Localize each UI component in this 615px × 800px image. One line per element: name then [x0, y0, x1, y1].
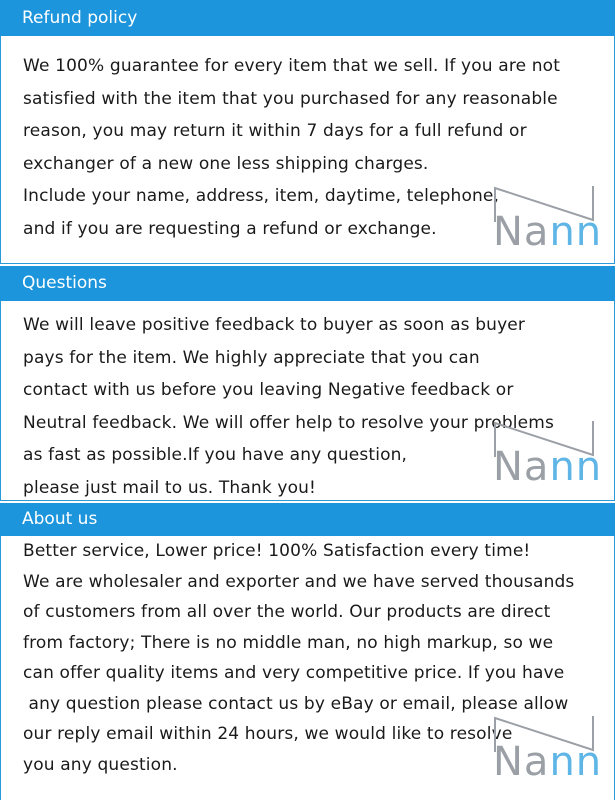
text-line: and if you are requesting a refund or exchange. [23, 218, 437, 239]
text-line: contact with us before you leaving Negative feedback or [23, 380, 514, 400]
section-title: Refund policy [22, 7, 138, 28]
section-title: Questions [22, 273, 107, 293]
section-title: About us [22, 509, 98, 529]
section-header-about-us [0, 503, 615, 536]
text-line: We are wholesaler and exporter and we have served thousands [23, 571, 575, 592]
text-line: pays for the item. We highly appreciate that you can [23, 347, 480, 368]
text-line: satisfied with the item that you purchased for any reasonable [23, 88, 558, 109]
text-line: Include your name, address, item, daytime, telephone, [23, 186, 500, 206]
text-line: our reply email within 24 hours, we would like to resolve [23, 724, 513, 744]
paragraph [23, 50, 603, 245]
text-line: from factory; There is no middle man, no high markup, so we [23, 632, 554, 653]
text-line: any question please contact us by eBay or email, please allow [23, 693, 569, 714]
text-line: We 100% guarantee for every item that we sell. If you are not [23, 56, 561, 76]
section-body-refund-policy [0, 36, 615, 264]
text-line: exchanger of a new one less shipping charges. [23, 153, 429, 174]
section-body-questions [0, 301, 615, 501]
section-header-refund-policy [0, 0, 615, 36]
nann-watermark-text: Nann [493, 739, 603, 785]
text-line: Better service, Lower price! 100% Satisfaction every time! [23, 541, 531, 561]
text-line: reason, you may return it within 7 days for a full refund or [23, 121, 527, 141]
paragraph [23, 536, 603, 785]
text-line: of customers from all over the world. Our products are direct [23, 602, 551, 622]
section-header-questions [0, 266, 615, 301]
nann-watermark-text: Nann [493, 444, 603, 490]
text-line: you any question. [23, 754, 178, 775]
text-line: please just mail to us. Thank you! [23, 477, 317, 498]
paragraph [23, 309, 603, 504]
text-line: as fast as possible.If you have any question, [23, 445, 408, 465]
text-line: can offer quality items and very competitive price. If you have [23, 663, 565, 683]
text-line: Neutral feedback. We will offer help to resolve your problems [23, 412, 555, 433]
nann-watermark-text: Nann [493, 209, 603, 255]
text-line: We will leave positive feedback to buyer as soon as buyer [23, 315, 526, 335]
section-body-about-us [0, 536, 615, 800]
